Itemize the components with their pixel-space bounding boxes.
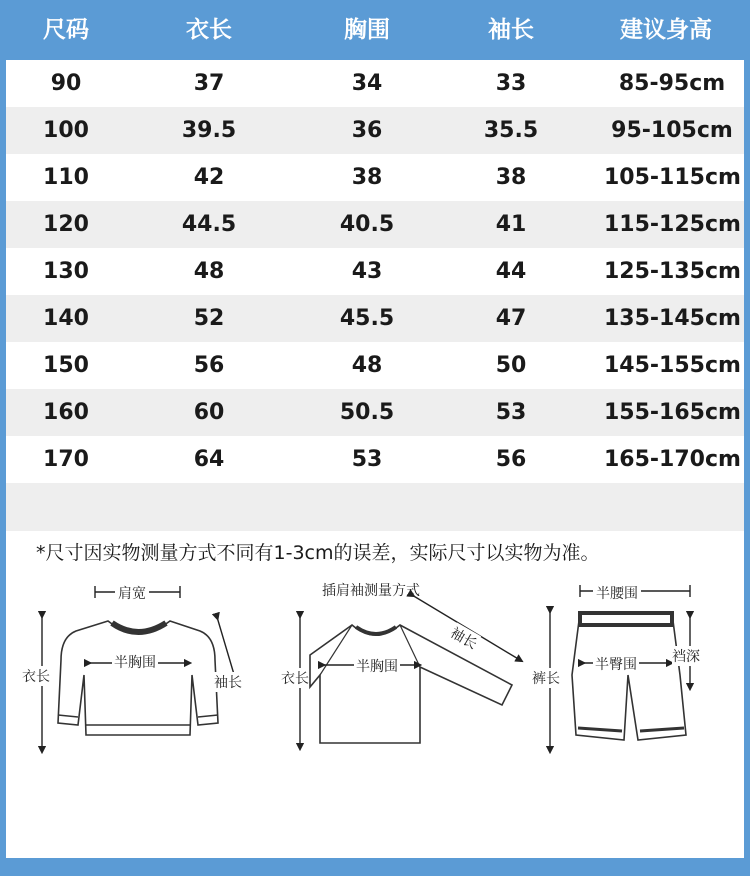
table-row <box>6 436 744 483</box>
cell-chest: 43 <box>351 259 383 284</box>
cell-height: 105-115cm <box>604 165 741 190</box>
header-size: 尺码 <box>43 17 89 43</box>
cell-sleeve: 35.5 <box>483 118 539 143</box>
label-half-waist: 半腰围 <box>593 583 641 603</box>
cell-height: 155-165cm <box>604 400 741 425</box>
table-row <box>6 60 744 107</box>
cell-size: 160 <box>43 400 89 425</box>
cell-chest: 50.5 <box>339 400 395 425</box>
cell-size: 110 <box>43 165 89 190</box>
table-row <box>6 295 744 342</box>
cell-size: 120 <box>43 212 89 237</box>
cell-length: 37 <box>193 71 225 96</box>
table-header <box>6 0 744 60</box>
cell-chest: 38 <box>351 165 383 190</box>
cell-length: 48 <box>193 259 225 284</box>
cell-chest: 48 <box>351 353 383 378</box>
cell-height: 95-105cm <box>611 118 733 143</box>
table-row <box>6 342 744 389</box>
cell-height: 115-125cm <box>604 212 741 237</box>
cell-height: 125-135cm <box>604 259 741 284</box>
label-half-hip: 半臀围 <box>593 654 639 674</box>
cell-size: 150 <box>43 353 89 378</box>
cell-size: 170 <box>43 447 89 472</box>
cell-height: 165-170cm <box>604 447 741 472</box>
label-raglan-sleeve: 袖长 <box>447 622 481 653</box>
bottom-border <box>0 858 750 876</box>
label-half-chest: 半胸围 <box>112 652 158 672</box>
label-sleeve: 袖长 <box>214 672 242 692</box>
cell-length: 39.5 <box>181 118 237 143</box>
label-rise: 裆深 <box>672 646 700 666</box>
cell-sleeve: 56 <box>495 447 527 472</box>
table-row <box>6 107 744 154</box>
cell-size: 130 <box>43 259 89 284</box>
cell-length: 56 <box>193 353 225 378</box>
cell-sleeve: 44 <box>495 259 527 284</box>
measurement-note: *尺寸因实物测量方式不同有1-3cm的误差，实际尺寸以实物为准。 <box>36 542 600 564</box>
cell-height: 85-95cm <box>618 71 726 96</box>
table-row <box>6 248 744 295</box>
table-row <box>6 389 744 436</box>
label-raglan-chest: 半胸围 <box>354 656 400 676</box>
cell-chest: 53 <box>351 447 383 472</box>
header-chest: 胸围 <box>344 17 390 43</box>
cell-height: 135-145cm <box>604 306 741 331</box>
cell-sleeve: 33 <box>495 71 527 96</box>
label-raglan-title: 插肩袖测量方式 <box>322 583 420 599</box>
header-length: 衣长 <box>186 17 232 43</box>
label-shoulder: 肩宽 <box>115 583 149 603</box>
table-row <box>6 154 744 201</box>
cell-size: 140 <box>43 306 89 331</box>
label-pants-length: 裤长 <box>532 668 560 688</box>
table-row <box>6 201 744 248</box>
cell-length: 52 <box>193 306 225 331</box>
cell-height: 145-155cm <box>604 353 741 378</box>
raglan-diagram <box>280 575 530 760</box>
cell-length: 64 <box>193 447 225 472</box>
table-row-empty <box>6 483 744 531</box>
cell-length: 44.5 <box>181 212 237 237</box>
cell-size: 100 <box>43 118 89 143</box>
cell-size: 90 <box>50 71 82 96</box>
cell-length: 60 <box>193 400 225 425</box>
cell-sleeve: 50 <box>495 353 527 378</box>
cell-chest: 45.5 <box>339 306 395 331</box>
label-length: 衣长 <box>22 666 50 686</box>
header-sleeve: 袖长 <box>488 17 534 43</box>
header-height: 建议身高 <box>620 17 712 43</box>
cell-sleeve: 47 <box>495 306 527 331</box>
cell-chest: 36 <box>351 118 383 143</box>
label-raglan-length: 衣长 <box>281 668 309 688</box>
cell-sleeve: 53 <box>495 400 527 425</box>
cell-chest: 40.5 <box>339 212 395 237</box>
cell-length: 42 <box>193 165 225 190</box>
cell-chest: 34 <box>351 71 383 96</box>
cell-sleeve: 38 <box>495 165 527 190</box>
cell-sleeve: 41 <box>495 212 527 237</box>
